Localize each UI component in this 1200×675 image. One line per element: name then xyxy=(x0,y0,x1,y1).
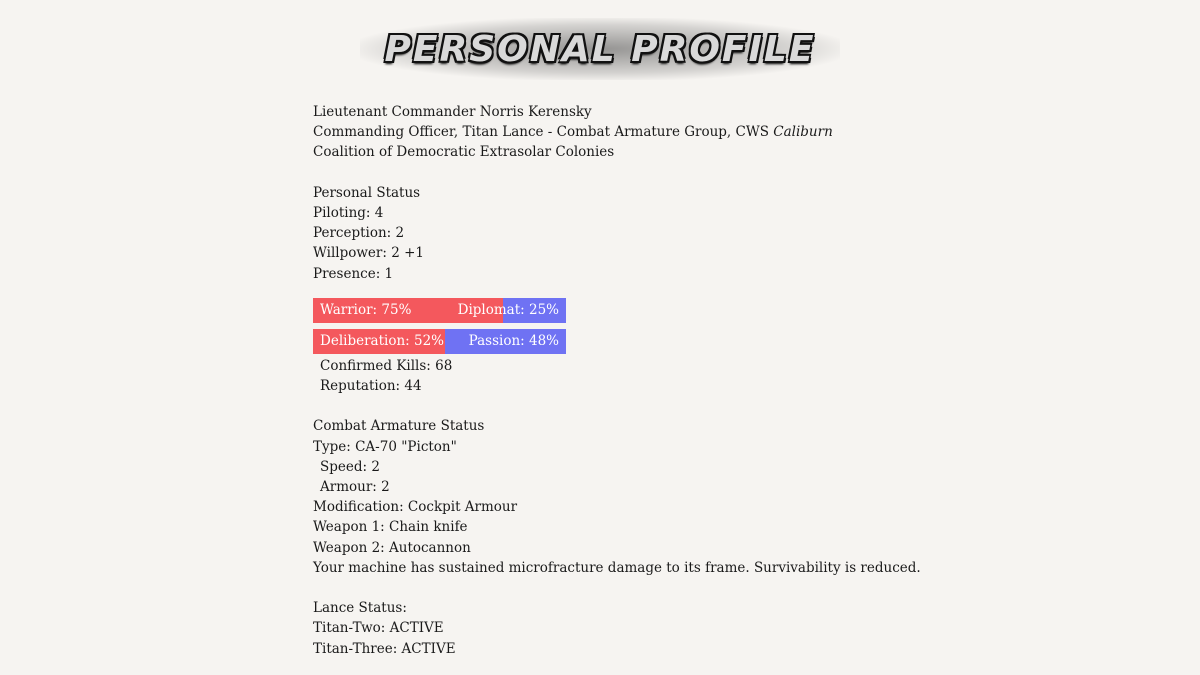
stat-presence: Presence: 1 xyxy=(313,265,394,282)
reputation: Reputation: 44 xyxy=(320,378,422,395)
stat-piloting: Piloting: 4 xyxy=(313,205,384,221)
warrior-diplomat-bar xyxy=(313,298,566,323)
lance-member-titan-three: Titan-Three: ACTIVE xyxy=(313,640,456,657)
confirmed-kills: Confirmed Kills: 68 xyxy=(320,357,453,374)
profile-content xyxy=(313,102,921,659)
personal-status-heading: Personal Status xyxy=(313,184,421,201)
deliberation-label: Deliberation: 52% xyxy=(320,332,444,349)
deliberation-passion-bar xyxy=(313,329,566,354)
lance-heading: Lance Status: xyxy=(313,600,407,617)
armature-heading: Combat Armature Status xyxy=(313,418,485,435)
armature-modification: Modification: Cockpit Armour xyxy=(313,499,518,516)
armature-weapon-1: Weapon 1: Chain knife xyxy=(313,519,468,536)
stat-perception: Perception: 2 xyxy=(313,225,405,242)
armature-damage-note: Your machine has sustained microfracture damage to its frame. Survivability is reduced. xyxy=(313,559,921,576)
armature-type: Type: CA-70 "Picton" xyxy=(313,438,457,455)
stat-willpower: Willpower: 2 +1 xyxy=(313,245,424,262)
lance-member-titan-two: Titan-Two: ACTIVE xyxy=(313,620,444,637)
armature-speed: Speed: 2 xyxy=(320,458,380,475)
officer-position xyxy=(313,122,913,142)
officer-faction: Coalition of Democratic Extrasolar Colonies xyxy=(313,144,615,161)
position-text: Commanding Officer, Titan Lance - Combat Armature Group, CWS xyxy=(313,124,774,141)
officer-name: Lieutenant Commander Norris Kerensky xyxy=(313,104,592,120)
warrior-label: Warrior: 75% xyxy=(320,301,412,318)
armature-armour: Armour: 2 xyxy=(320,479,390,496)
passion-label: Passion: 48% xyxy=(468,332,559,349)
profile-banner xyxy=(360,18,840,80)
armature-weapon-2: Weapon 2: Autocannon xyxy=(313,539,471,556)
alignment-bars xyxy=(313,298,913,354)
diplomat-label: Diplomat: 25% xyxy=(457,301,559,318)
banner-title: PERSONAL PROFILE xyxy=(384,28,816,70)
ship-name: Caliburn xyxy=(773,124,833,141)
